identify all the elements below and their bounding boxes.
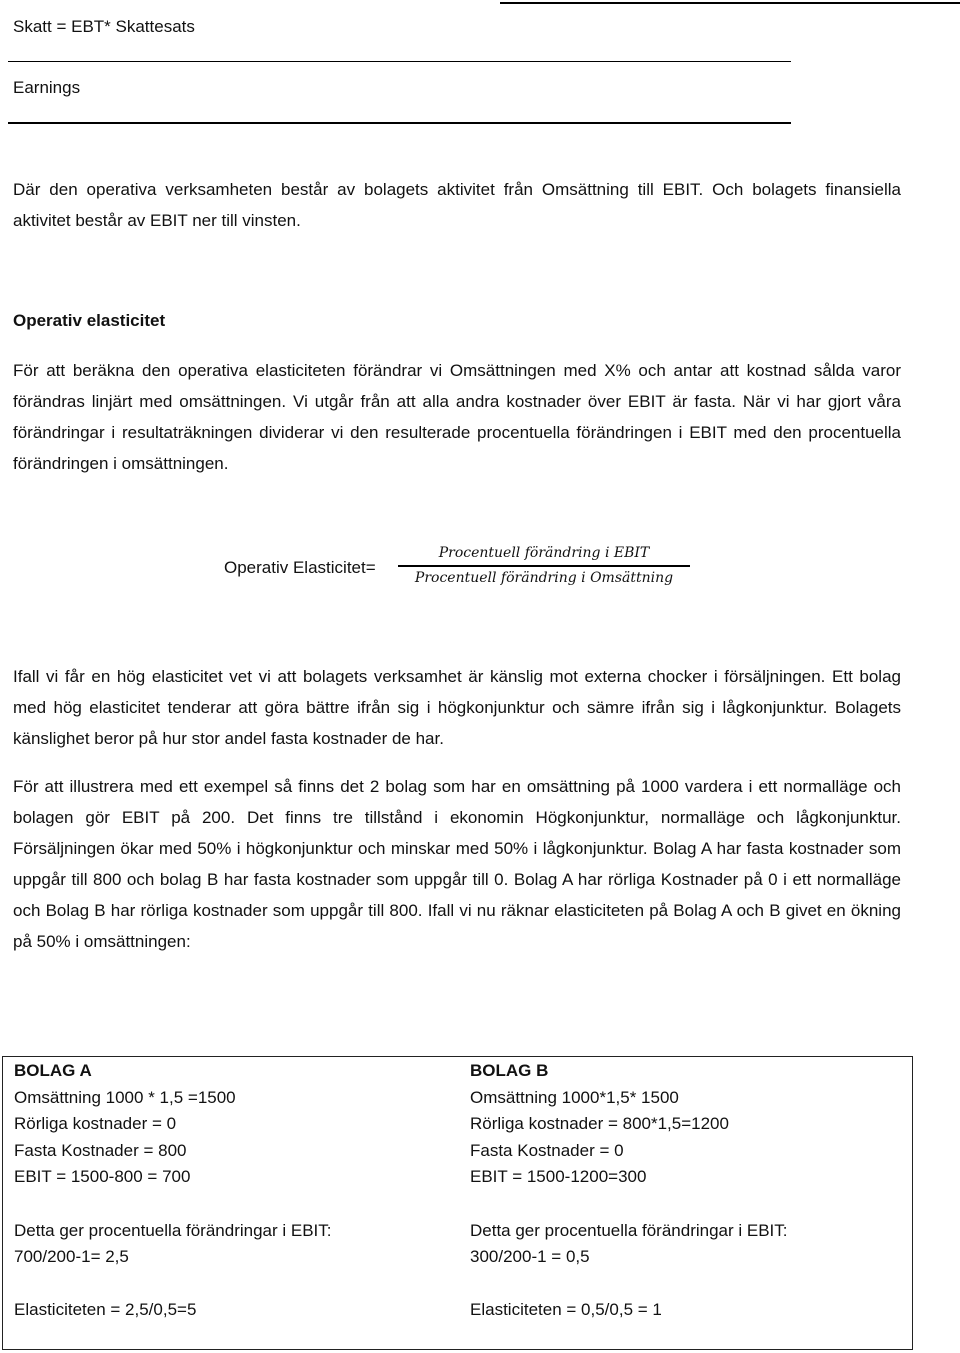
formula-numerator: Procentuell förändring i EBIT [438, 545, 650, 561]
bolag-a-pct-intro: Detta ger procentuella förändringar i EBIT: [14, 1221, 332, 1240]
company-comparison-table [2, 1056, 913, 1350]
formula-label: Operativ Elasticitet= [224, 558, 376, 577]
earnings-rule [8, 122, 791, 124]
bolag-b-variable-costs: Rörliga kostnader = 800*1,5=1200 [470, 1114, 729, 1133]
formula-denominator: Procentuell förändring i Omsättning [414, 569, 674, 586]
bolag-a-fixed-costs: Fasta Kostnader = 800 [14, 1141, 187, 1160]
section-heading: Operativ elasticitet [13, 311, 166, 330]
top-border-line [500, 2, 960, 4]
bolag-a-ebit: EBIT = 1500-800 = 700 [14, 1167, 191, 1186]
bolag-b-elasticity: Elasticiteten = 0,5/0,5 = 1 [470, 1300, 662, 1319]
bolag-b-pct-calc: 300/200-1 = 0,5 [470, 1247, 590, 1266]
blank-line-rule [8, 61, 791, 62]
bolag-b-revenue: Omsättning 1000*1,5* 1500 [470, 1088, 679, 1107]
fraction-bar [398, 565, 690, 567]
bolag-b-title: BOLAG B [470, 1061, 549, 1080]
example-paragraph: För att illustrera med ett exempel så finns det 2 bolag som har en omsättning på 1000 vardera i ett normalläge och bolagen gör EBIT på 200. Det finns tre tillstånd i ekonomin Högkonjunktur, normalläge och lågkonjunktur. Försäljningen ökar med 50% i högkonjunktur och minskar med 50% i lågkonjunktur. Bolag A har fasta kostnader som uppgår till 800 och bolag B har fasta kostnader som uppgår till 0. Bolag A har rörliga Kostnader på 0 i ett normalläge och Bolag B har rörliga kostnader som uppgår till 800. Ifall vi nu räknar elasticiteten på Bolag A och B givet en ökning på 50% i omsättningen: [13, 777, 901, 951]
bolag-a-elasticity: Elasticiteten = 2,5/0,5=5 [14, 1300, 197, 1319]
formula-fraction [398, 543, 690, 588]
bolag-b-ebit: EBIT = 1500-1200=300 [470, 1167, 647, 1186]
method-paragraph: För att beräkna den operativa elasticiteten förändrar vi Omsättningen med X% och antar att kostnad sålda varor förändras linjärt med omsättningen. Vi utgår från att alla andra kostnader över EBIT är fasta. När vi har gjort våra förändringar i resultaträkningen dividerar vi den resulterade procentuella förändringen i EBIT med den procentuella förändringen i omsättningen. [13, 361, 901, 473]
elasticity-paragraph: Ifall vi får en hög elasticitet vet vi att bolagets verksamhet är känslig mot externa chocker i försäljningen. Ett bolag med hög elasticitet tenderar att göra bättre ifrån sig i högkonjunktur och sämre ifrån sig i lågkonjunktur. Bolagets känslighet beror på hur stor andel fasta kostnader de har. [13, 667, 901, 748]
bolag-a-pct-calc: 700/200-1= 2,5 [14, 1247, 129, 1266]
bolag-a-variable-costs: Rörliga kostnader = 0 [14, 1114, 177, 1133]
bolag-b-pct-intro: Detta ger procentuella förändringar i EBIT: [470, 1221, 788, 1240]
bolag-a-title: BOLAG A [14, 1061, 92, 1080]
tax-formula-line: Skatt = EBT* Skattesats [13, 17, 195, 36]
intro-paragraph: Där den operativa verksamheten består av bolagets aktivitet från Omsättning till EBIT. Och bolagets finansiella aktivitet består av EBIT ner till vinsten. [13, 180, 901, 230]
earnings-line: Earnings [13, 78, 81, 97]
bolag-a-revenue: Omsättning 1000 * 1,5 =1500 [14, 1088, 236, 1107]
bolag-b-fixed-costs: Fasta Kostnader = 0 [470, 1141, 624, 1160]
